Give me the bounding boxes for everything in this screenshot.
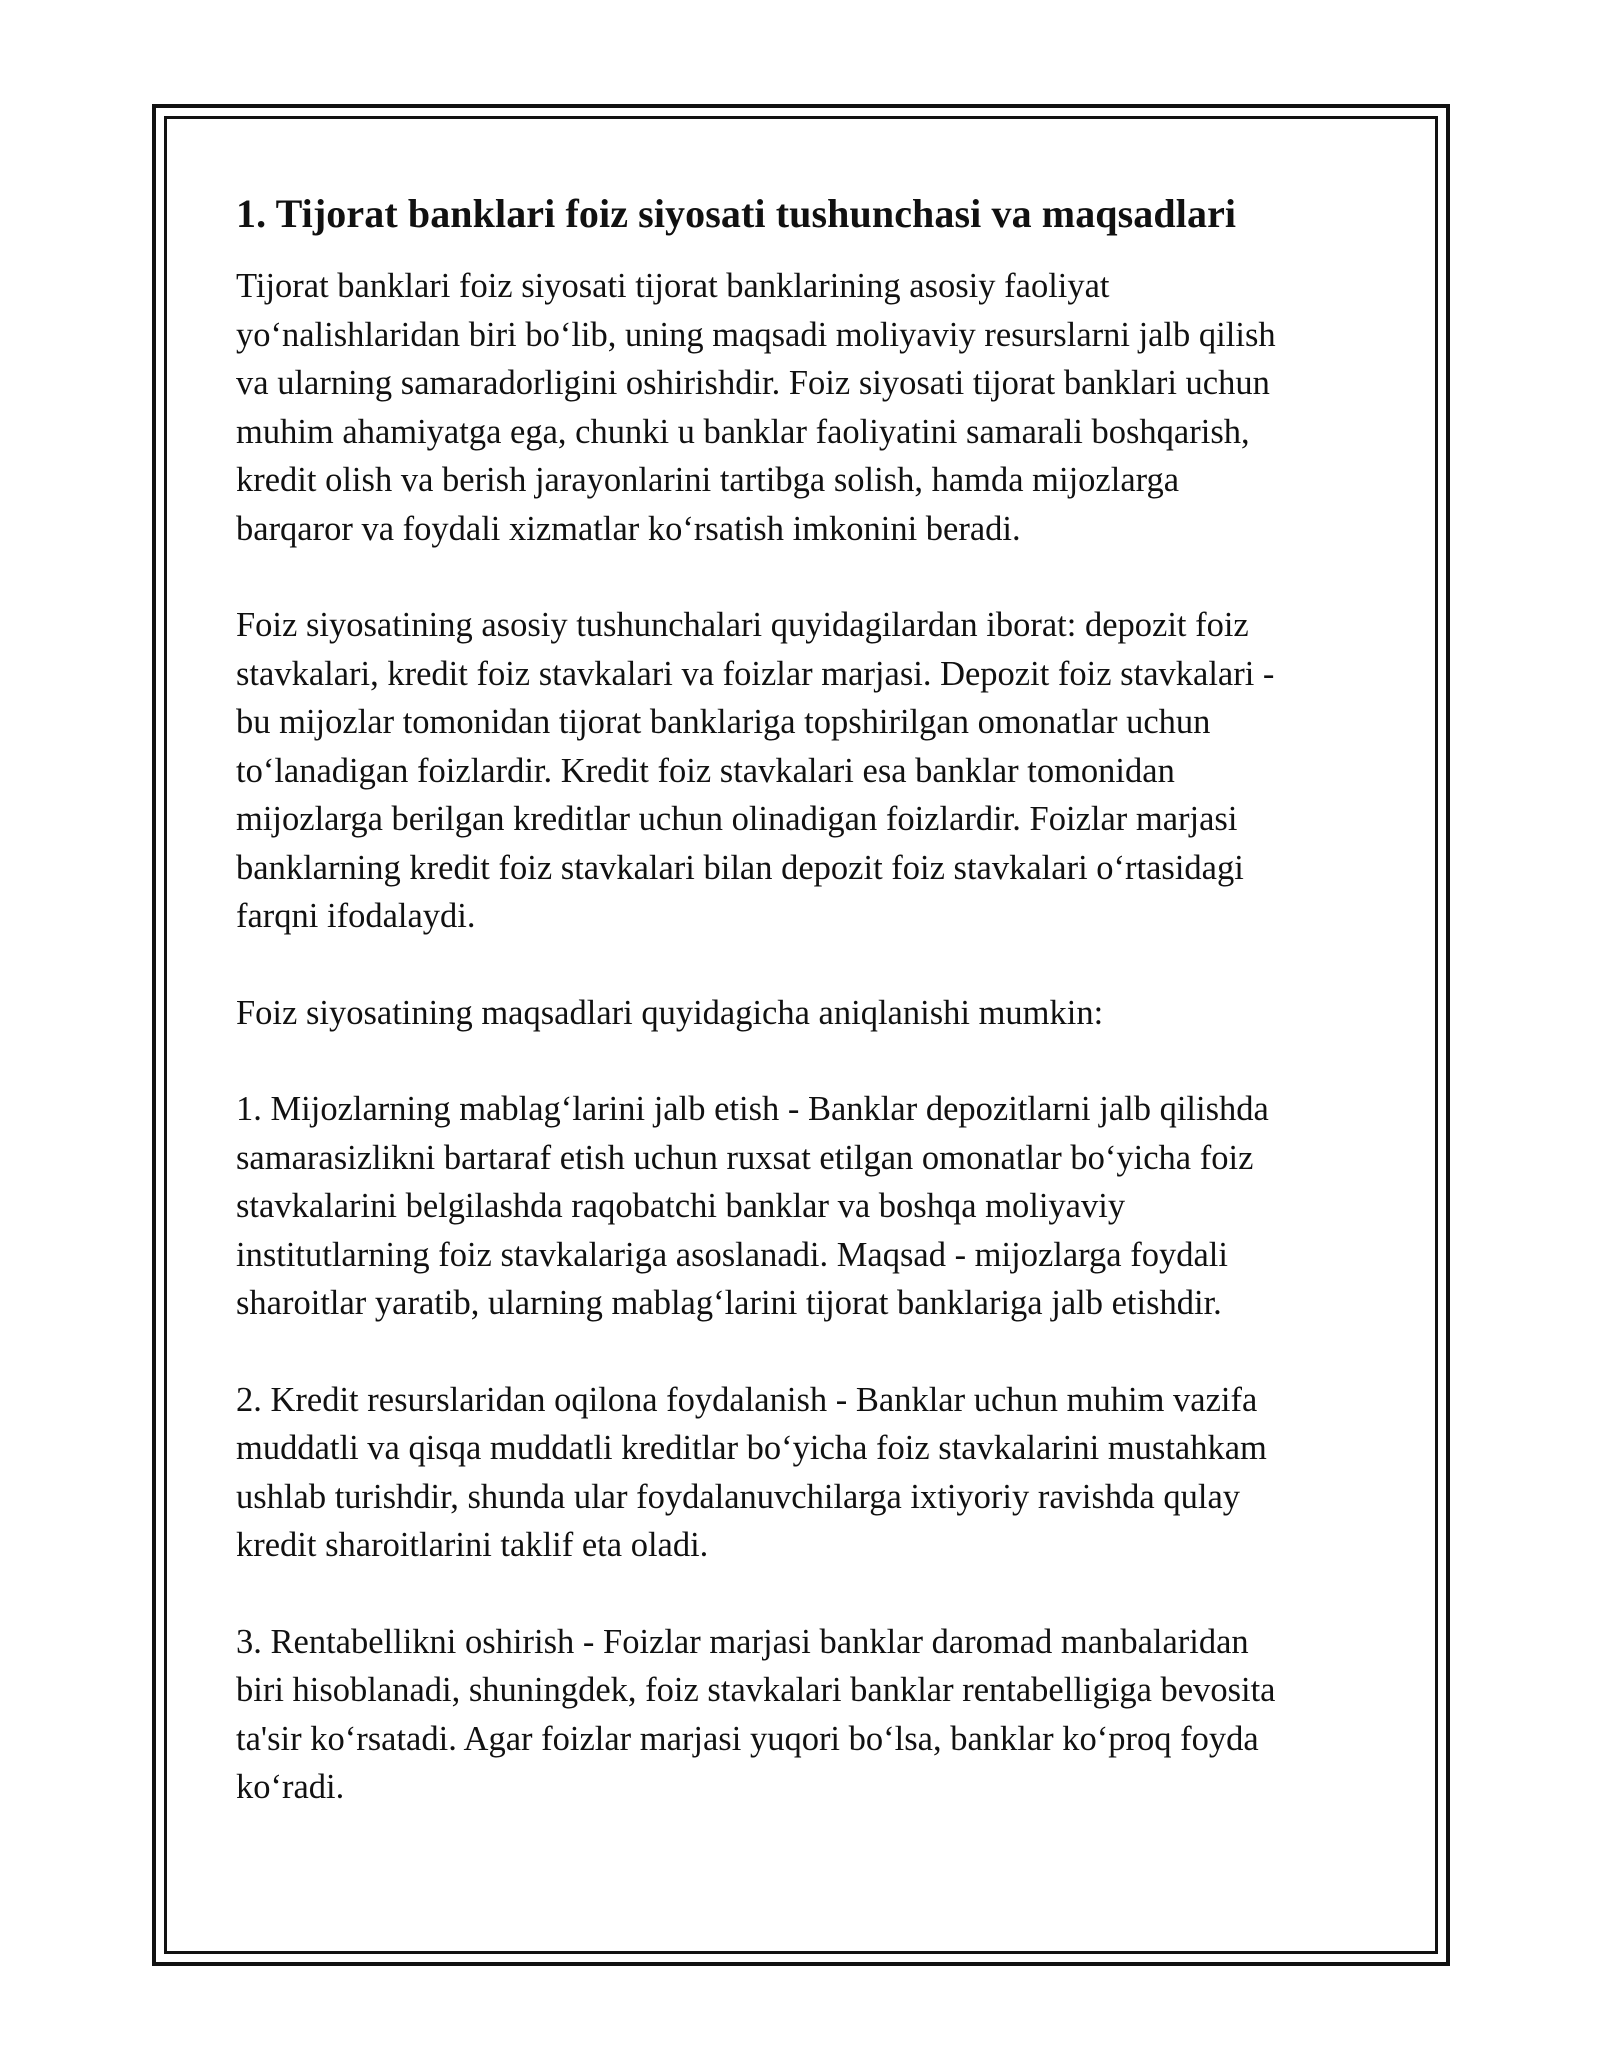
document-body xyxy=(236,186,1356,1812)
list-item-goal-2: 2. Kredit resurslaridan oqilona foydalanish - Banklar uchun muhim vazifa muddatli va qisqa muddatli kreditlar bo‘yicha foiz stavkalarini mustahkam ushlab turishdir, shunda ular foydalanuvchilarga ixtiyoriy ravishda qulay kredit sharoitlarini taklif eta oladi. xyxy=(236,1380,1267,1564)
list-item-goal-3: 3. Rentabellikni oshirish - Foizlar marjasi banklar daromad manbalaridan biri hisoblanadi, shuningdek, foiz stavkalari banklar rentabelligiga bevosita ta'sir ko‘rsatadi. Agar foizlar marjasi yuqori bo‘lsa, banklar ko‘proq foyda ko‘radi. xyxy=(236,1622,1276,1806)
paragraph-goals-lead: Foiz siyosatining maqsadlari quyidagicha aniqlanishi mumkin: xyxy=(236,993,1104,1032)
document-title: 1. Tijorat banklari foiz siyosati tushunchasi va maqsadlari xyxy=(236,191,1237,236)
paragraph-intro: Tijorat banklari foiz siyosati tijorat banklarining asosiy faoliyat yo‘nalishlaridan biri bo‘lib, uning maqsadi moliyaviy resurslarni jalb qilish va ularning samaradorligini oshirishdir. Foiz siyosati tijorat banklari uchun muhim ahamiyatga ega, chunki u banklar faoliyatini samarali boshqarish, kredit olish va berish jarayonlarini tartibga solish, hamda mijozlarga barqaror va foydali xizmatlar ko‘rsatish imkonini beradi. xyxy=(236,267,1276,548)
paragraph-concepts: Foiz siyosatining asosiy tushunchalari quyidagilardan iborat: depozit foiz stavkalari, kredit foiz stavkalari va foizlar marjasi. Depozit foiz stavkalari - bu mijozlar tomonidan tijorat banklariga topshirilgan omonatlar uchun to‘lanadigan foizlardir. Kredit foiz stavkalari esa banklar tomonidan mijozlarga berilgan kreditlar uchun olinadigan foizlardir. Foizlar marjasi banklarning kredit foiz stavkalari bilan depozit foiz stavkalari o‘rtasidagi farqni ifodalaydi. xyxy=(236,606,1275,935)
list-item-goal-1: 1. Mijozlarning mablag‘larini jalb etish - Banklar depozitlarni jalb qilishda samarasizlikni bartaraf etish uchun ruxsat etilgan omonatlar bo‘yicha foiz stavkalarini belgilashda raqobatchi banklar va boshqa moliyaviy institutlarning foiz stavkalariga asoslanadi. Maqsad - mijozlarga foydali sharoitlar yaratib, ularning mablag‘larini tijorat banklariga jalb etishdir. xyxy=(236,1090,1269,1322)
